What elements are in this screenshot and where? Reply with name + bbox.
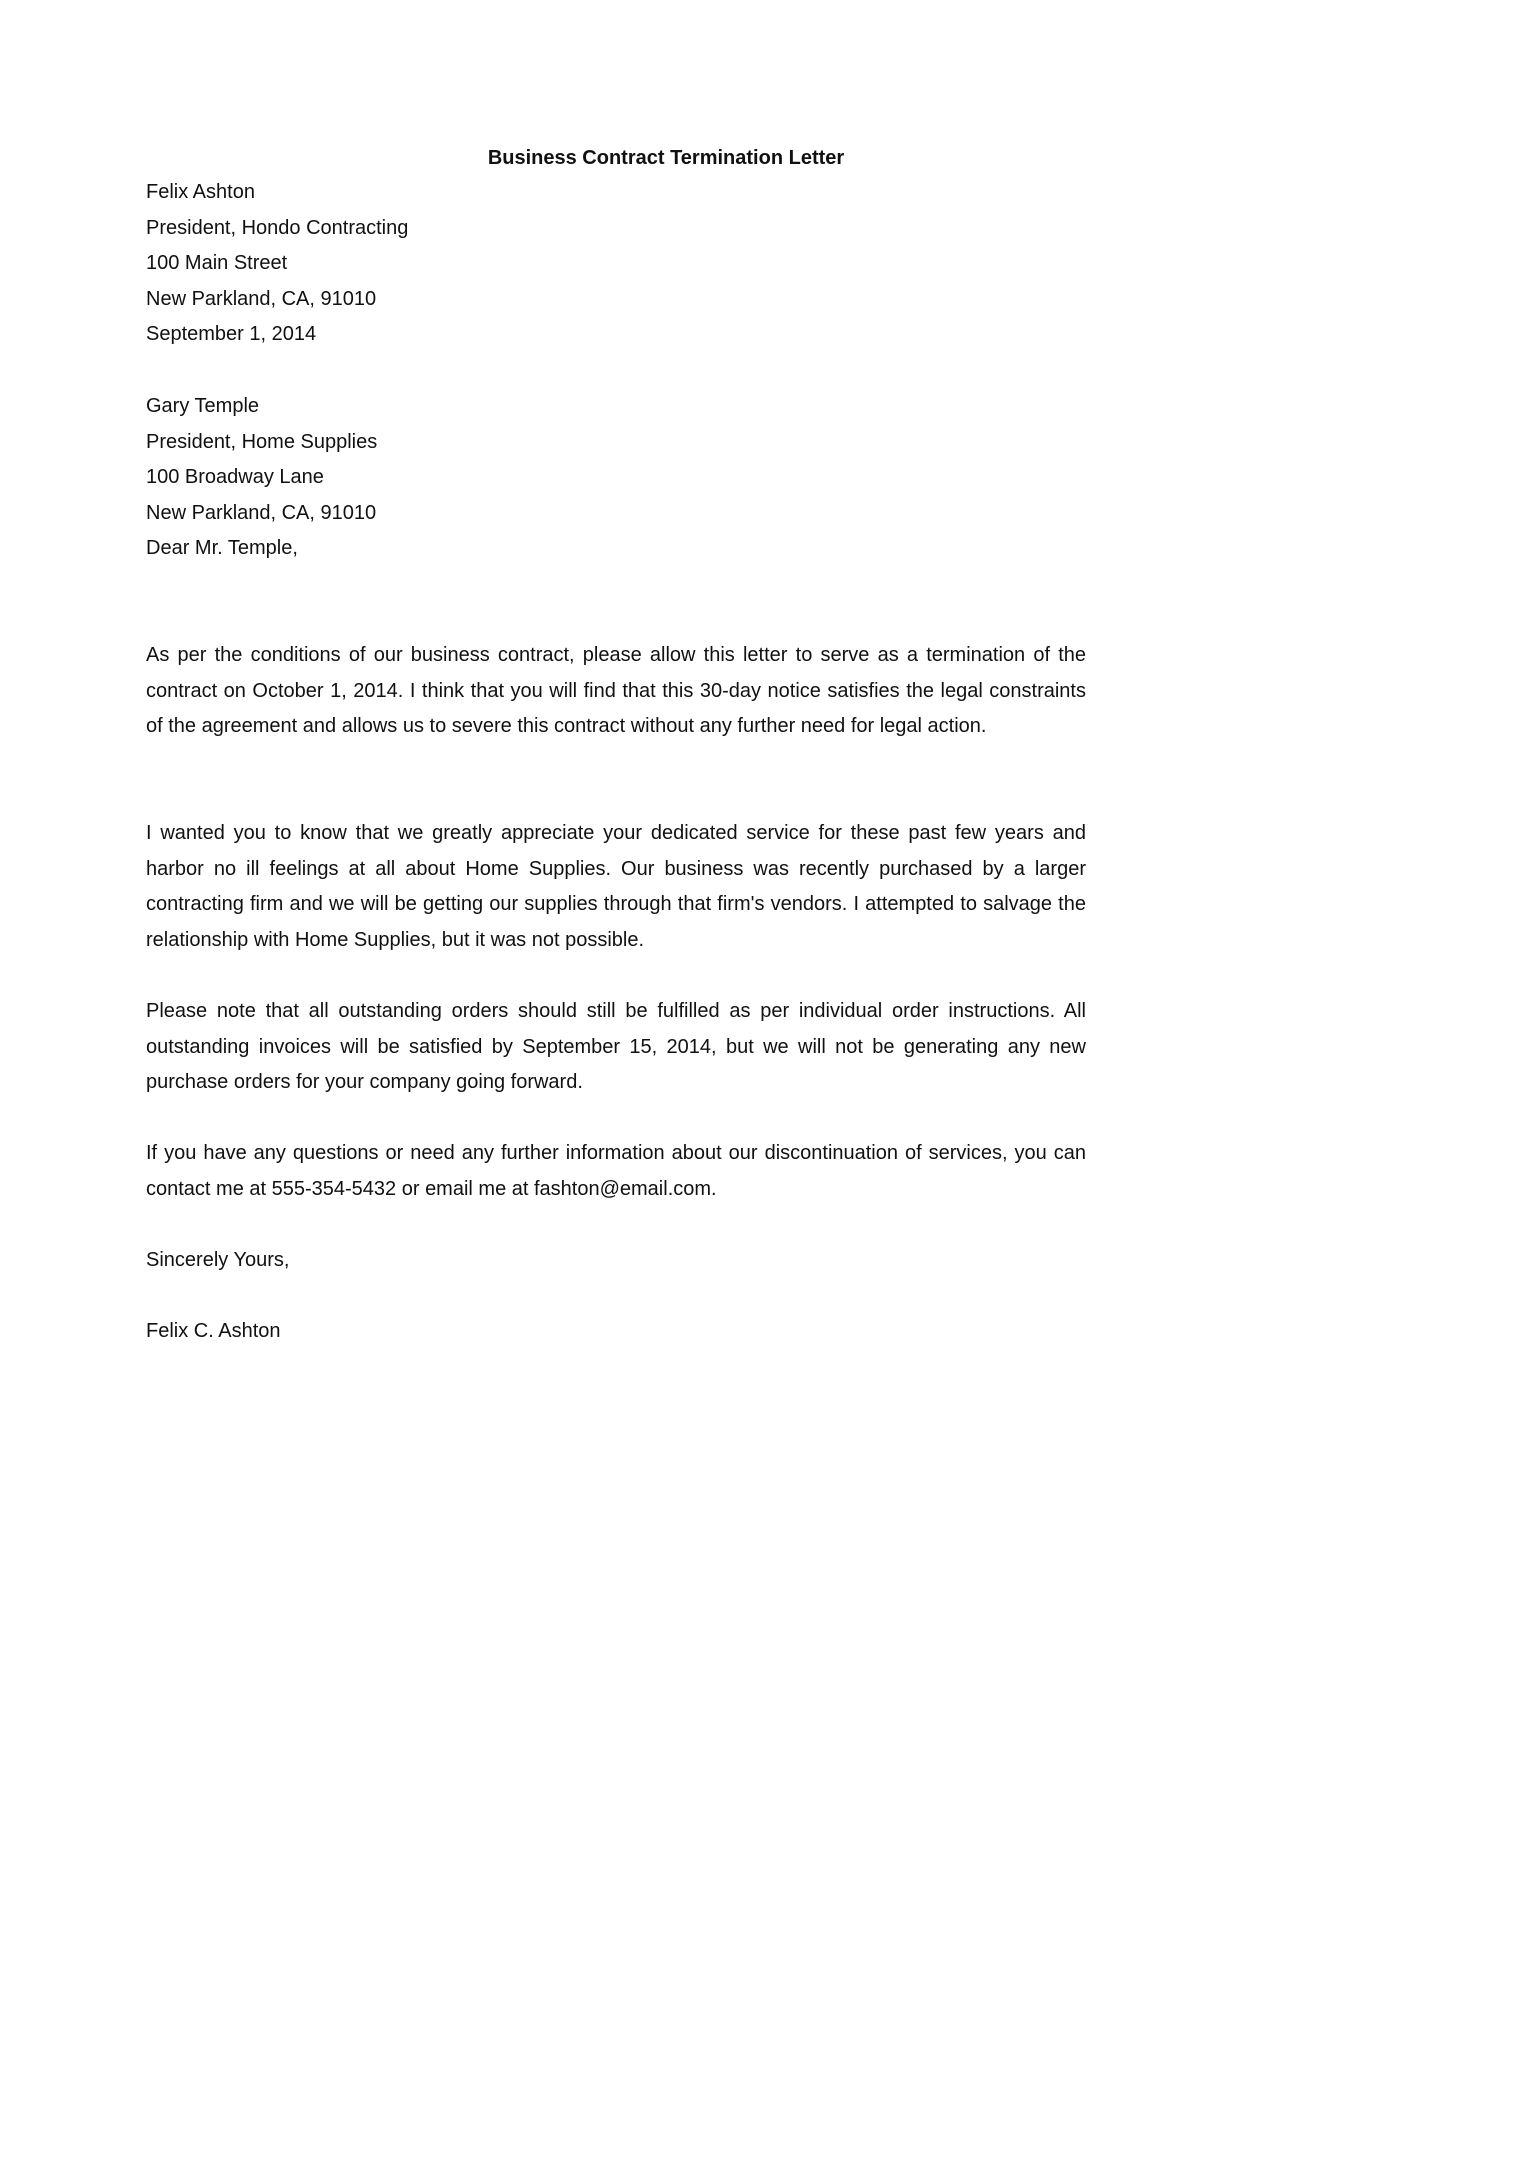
recipient-title: President, Home Supplies xyxy=(146,430,378,453)
body-paragraph-2 xyxy=(146,816,1086,958)
signature-block xyxy=(146,1314,1086,1350)
sender-city: New Parkland, CA, 91010 xyxy=(146,287,377,310)
letter-title: Business Contract Termination Letter xyxy=(487,147,845,169)
closing: Sincerely Yours, xyxy=(146,1249,290,1271)
recipient-name: Gary Temple xyxy=(146,395,260,417)
sender-street: 100 Main Street xyxy=(146,252,288,275)
recipient-address xyxy=(146,389,1086,567)
body-paragraph-1 xyxy=(146,638,1086,745)
sender-address xyxy=(146,175,1086,317)
signature: Felix C. Ashton xyxy=(146,1320,281,1342)
closing-block xyxy=(146,1243,1086,1279)
recipient-street: 100 Broadway Lane xyxy=(146,466,324,489)
paragraph: If you have any questions or need any further information about our discontinuation of services, you can contact me at 555-354-5432 or email me at fashton@email.com. xyxy=(146,1142,1086,1200)
body-paragraph-3 xyxy=(146,994,1086,1101)
letter-date-block xyxy=(146,317,1086,353)
sender-title: President, Hondo Contracting xyxy=(146,216,409,239)
letter-date: September 1, 2014 xyxy=(146,323,317,345)
recipient-city: New Parkland, CA, 91010 xyxy=(146,501,377,524)
body-paragraph-4 xyxy=(146,1136,1086,1207)
paragraph: I wanted you to know that we greatly appreciate your dedicated service for these past few years and harbor no ill feelings at all about Home Supplies. Our business was recently purchased by a larger contracting firm and we will be getting our supplies through that firm's vendors. I attempted to salvage the relationship with Home Supplies, but it was not possible. xyxy=(146,822,1086,951)
salutation: Dear Mr. Temple, xyxy=(146,537,298,560)
paragraph: As per the conditions of our business contract, please allow this letter to serve as a termination of the contract on October 1, 2014. I think that you will find that this 30-day notice satisfies the legal constraints of the agreement and allows us to severe this contract without any further need for legal action. xyxy=(146,644,1086,738)
sender-name: Felix Ashton xyxy=(146,181,255,203)
paragraph: Please note that all outstanding orders should still be fulfilled as per individual order instructions. All outstanding invoices will be satisfied by September 15, 2014, but we will not be generating any new purchase orders for your company going forward. xyxy=(146,1000,1086,1094)
